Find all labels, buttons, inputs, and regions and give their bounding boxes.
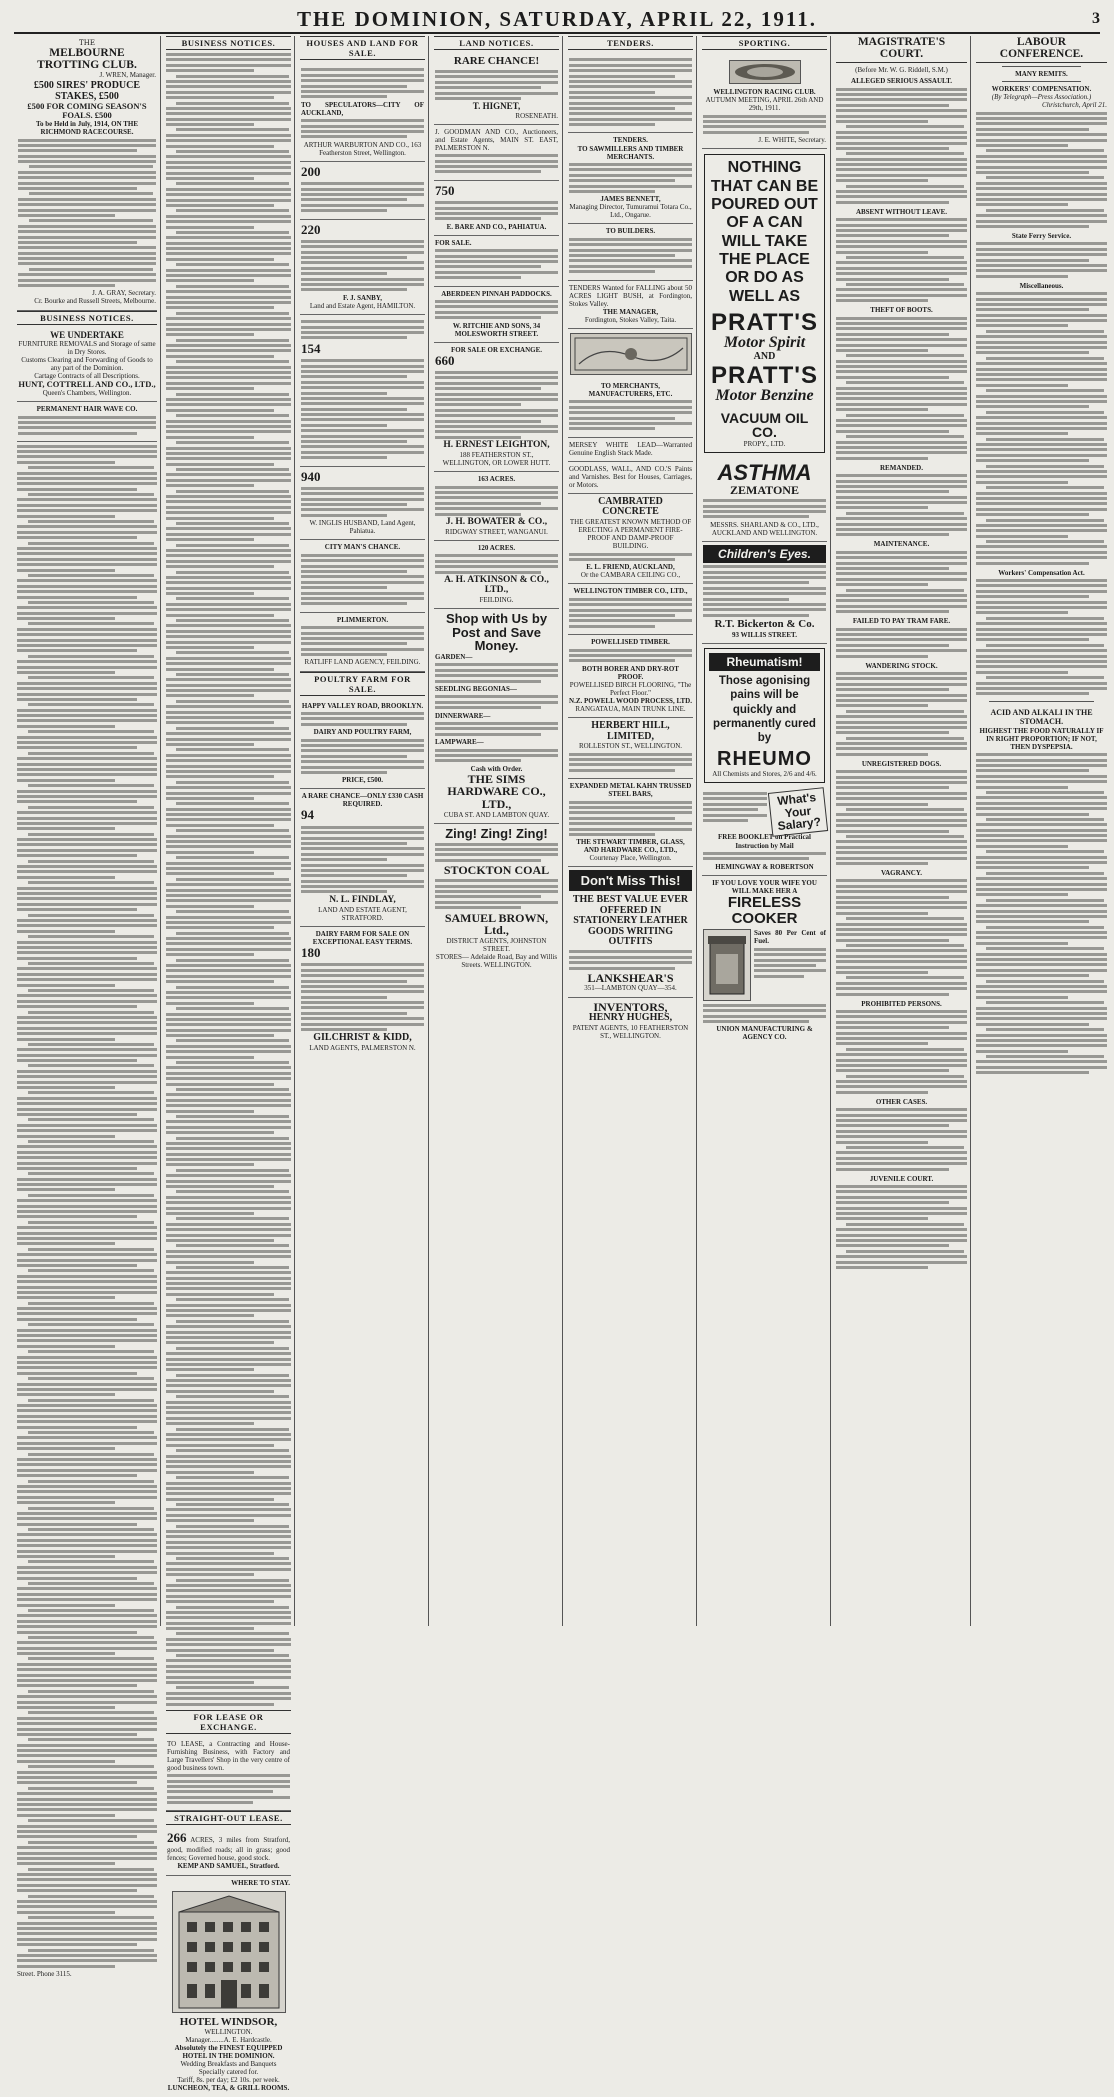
land-notices-heading: LAND NOTICES. xyxy=(434,36,559,50)
hotel-building-image xyxy=(172,1891,286,2013)
powellised-title: POWELLISED TIMBER. xyxy=(591,638,670,647)
racing-crest-image xyxy=(729,60,801,84)
sims-name: THE SIMS HARDWARE CO., LTD., xyxy=(447,771,546,811)
happy-valley: HAPPY VALLEY ROAD, BROOKLYN. xyxy=(301,701,424,710)
paddocks-ad xyxy=(434,287,559,343)
inglis-husband: W. INGLIS HUSBAND, Land Agent, Pahiatua. xyxy=(309,519,416,536)
ratliff-agency: RATLIFF LAND AGENCY, FEILDING. xyxy=(304,658,421,667)
childrens-eyes-ad xyxy=(702,542,827,644)
lease-text: TO LEASE, a Contracting and House-Furnishing Business, with Factory and Large Travellers' Shop in the very centre of good business town. xyxy=(167,1739,290,1772)
vagrancy-heading: VAGRANCY. xyxy=(880,868,923,877)
undertake-title: WE UNDERTAKE xyxy=(50,329,124,340)
sporting-heading: SPORTING. xyxy=(702,36,827,50)
hignett-name: T. HIGNET, xyxy=(472,101,521,112)
unregistered-dogs-heading: UNREGISTERED DOGS. xyxy=(861,759,942,768)
acres-220: 220 xyxy=(301,221,321,237)
col1-bottom-note: Street. Phone 3115. xyxy=(17,1970,72,1979)
bickerton-name: R.T. Bickerton & Co. xyxy=(714,618,815,631)
acid-alkali-heading: ACID AND ALKALI IN THE STOMACH. xyxy=(990,708,1093,727)
bare-name: E. BARE AND CO., PAHIATUA. xyxy=(446,222,547,231)
bush-manager-sub: Fordington, Stokes Valley, Taita. xyxy=(584,315,677,324)
juvenile-court-body xyxy=(836,1185,967,1269)
sims-hardware-ad xyxy=(434,609,559,824)
lease-ad xyxy=(166,1737,291,1812)
and-text: AND xyxy=(753,351,776,363)
powellised-flooring: POWELLISED BIRCH FLOORING, "The Perfect Floor." xyxy=(569,680,692,697)
ernest-address: 188 FEATHERSTON ST., WELLINGTON, OR LOWER HUTT. xyxy=(442,451,551,468)
stewart-name: THE STEWART TIMBER, GLASS, AND HARDWARE CO., LTD., xyxy=(576,838,685,855)
findlay-sub: LAND AND ESTATE AGENT, STRATFORD. xyxy=(318,905,407,922)
autumn-meeting: AUTUMN MEETING, APRIL 26th AND 29th, 1911. xyxy=(705,96,824,113)
ernest-leighton: H. ERNEST LEIGHTON, xyxy=(443,440,550,451)
saves-fuel: Saves 80 Per Cent of Fuel. xyxy=(754,929,826,946)
vacuum-oil: VACUUM OIL CO. xyxy=(720,409,809,441)
other-cases-heading: OTHER CASES. xyxy=(875,1097,928,1106)
cambrated-title: CAMBRATED CONCRETE xyxy=(598,495,663,518)
acres-266: 266 xyxy=(167,1830,187,1846)
state-ferry-heading: State Ferry Service. xyxy=(1011,231,1072,240)
wellington-timber-ad xyxy=(568,584,693,635)
inventors-title: INVENTORS, xyxy=(593,999,668,1014)
hemingway: HEMINGWAY & ROBERTSON xyxy=(715,862,814,871)
acres-266-text: ACRES, 3 miles from Stratford, good, modified roads; all in grass; good fences; Governed house, good stock. xyxy=(167,1836,290,1863)
state-ferry-body xyxy=(976,242,1107,277)
sanby-sub: Land and Estate Agent, HAMILTON. xyxy=(309,301,416,310)
propy-ltd: PROPY., LTD. xyxy=(743,440,786,449)
customs-text: Customs Clearing and Forwarding of Goods to any part of the Dominion. xyxy=(21,356,153,373)
auckland-title: TO SPECULATORS—CITY OF AUCKLAND, xyxy=(301,100,424,117)
james-bennett-sub: Managing Director, Tumuramui Totara Co., Ltd., Ongarue. xyxy=(569,203,692,220)
pratts-ad xyxy=(704,154,825,453)
columns xyxy=(14,36,1107,2093)
poultry-heading: POULTRY FARM FOR SALE. xyxy=(300,672,425,696)
ritchie-name: W. RITCHIE AND SONS, 34 MOLESWORTH STREET. xyxy=(452,321,541,338)
wandering-stock-body xyxy=(836,672,967,756)
hotel-wedding: Wedding Breakfasts and Banquets Specially catered for. xyxy=(180,2060,277,2077)
garden-label: GARDEN— xyxy=(435,652,473,661)
acid-alkali-sub: HIGHEST THE FOOD NATURALLY IF IN RIGHT PROPORTION; IF NOT, THEN DYSPEPSIA. xyxy=(979,726,1104,751)
column-6 xyxy=(699,36,831,1626)
acres-163-title: 163 ACRES. xyxy=(477,475,516,484)
builders-title: TO BUILDERS. xyxy=(605,227,656,236)
sharland-text: MESSRS. SHARLAND & CO., LTD., AUCKLAND AND WELLINGTON. xyxy=(710,520,819,537)
for-sale-title: FOR SALE. xyxy=(435,238,472,247)
rangataua: RANGATAUA, MAIN TRUNK LINE. xyxy=(575,705,686,714)
tenders-heading: TENDERS. xyxy=(568,36,693,50)
rare-chance-ad xyxy=(434,53,559,125)
exchange-title: FOR SALE OR EXCHANGE. xyxy=(450,345,542,354)
borer-proof: BOTH BORER AND DRY-ROT PROOF. xyxy=(582,664,679,681)
exchange-ad xyxy=(434,343,559,473)
bargain-ad xyxy=(300,789,425,927)
christchurch-dateline: Christchurch, April 21. xyxy=(1042,101,1107,110)
sims-address: CUBA ST. AND LAMBTON QUAY. xyxy=(443,810,550,819)
club-address: Cr. Bourke and Russell Streets, Melbourne. xyxy=(34,297,156,306)
melbourne-trotting-ad xyxy=(17,36,157,311)
by-telegraph: (By Telegraph—Press Association.) xyxy=(991,93,1092,102)
cambrated-text: THE GREATEST KNOWN METHOD OF ERECTING A PERMANENT FIRE-PROOF AND DAMP-PROOF BUILDING. xyxy=(569,517,692,551)
herbert-hill: HERBERT HILL, LIMITED, xyxy=(591,720,670,742)
union-manufacturing: UNION MANUFACTURING & AGENCY CO. xyxy=(716,1025,813,1042)
cooker-image xyxy=(703,929,751,1001)
acid-alkali-body xyxy=(976,753,1107,1074)
dairy-ex-title: DAIRY FARM FOR SALE ON EXCEPTIONAL EASY TERMS. xyxy=(312,929,413,946)
acres-940-ad xyxy=(300,467,425,541)
remanded-body xyxy=(836,474,967,536)
hair-wave-ad xyxy=(17,402,157,442)
dairy-farm-ad xyxy=(300,927,425,1056)
rheumo-text: Those agonising pains will be quickly and permanently cured by xyxy=(713,674,816,745)
theft-boots-body xyxy=(836,317,967,460)
merchants-title: TO MERCHANTS, MANUFACTURERS, ETC. xyxy=(588,381,673,398)
pratts-brand-1: PRATT'S xyxy=(711,309,818,337)
divider xyxy=(989,701,1094,702)
miscellaneous-body xyxy=(976,292,1107,565)
lampware-label: LAMPWARE— xyxy=(435,738,484,747)
henry-sub: PATENT AGENTS, 10 FEATHERSTON ST., WELLINGTON. xyxy=(572,1023,689,1040)
samuel-brown-stores: STORES— Adelaide Road, Bay and Willis Streets. WELLINGTON. xyxy=(435,952,558,969)
wanted-ads-block xyxy=(166,53,291,1706)
acres-750-ad xyxy=(434,181,559,236)
lankshear-name: LANKSHEAR'S xyxy=(587,970,674,985)
poultry-ad xyxy=(300,699,425,790)
rheumatism-banner: Rheumatism! xyxy=(709,653,820,671)
acres-750: 750 xyxy=(435,182,455,198)
juvenile-court-heading: JUVENILE COURT. xyxy=(869,1174,934,1183)
nothing-poured-text: NOTHING THAT CAN BE POURED OUT OF A CAN WILL TAKE THE PLACE OR DO AS WELL AS xyxy=(710,159,819,305)
tram-fare-body xyxy=(836,628,967,658)
divider xyxy=(1002,66,1081,67)
workers-comp-act-body xyxy=(976,579,1107,695)
henry-hughes: HENRY HUGHES, xyxy=(588,1012,673,1024)
hotel-tariff: Tariff, 8s. per day; £2 10s. per week. xyxy=(177,2076,280,2085)
divider xyxy=(1002,81,1081,82)
theft-boots-heading: THEFT OF BOOTS. xyxy=(870,306,933,315)
firm-address: Queen's Chambers, Wellington. xyxy=(42,389,132,398)
hotel-desc: Absolutely the FINEST EQUIPPED HOTEL IN THE DOMINION. xyxy=(174,2044,283,2061)
goodlass-text: GOODLASS, WALL, AND CO.'S Paints and Varnishes. Best for Houses, Carriages, or Motors. xyxy=(569,464,692,489)
motor-spirit: Motor Spirit xyxy=(723,334,806,352)
cambrated-ad xyxy=(568,494,693,584)
childrens-eyes-banner: Children's Eyes. xyxy=(703,545,826,563)
column-1 xyxy=(14,36,161,1979)
classified-block-1 xyxy=(17,445,157,1968)
samuel-brown-name: SAMUEL BROWN, Ltd., xyxy=(444,910,549,938)
inventors-ad xyxy=(568,998,693,1044)
zematone-brand: ZEMATONE xyxy=(730,483,799,498)
salary-text-block xyxy=(703,790,767,825)
racing-secretary: J. E. WHITE, Secretary. xyxy=(758,136,826,145)
rheumo-ad xyxy=(704,648,825,783)
vagrancy-body xyxy=(836,879,967,995)
where-to-stay: WHERE TO STAY. xyxy=(231,1878,290,1887)
acres-120-ad xyxy=(434,541,559,609)
james-bennett: JAMES BENNETT, xyxy=(600,195,661,204)
before-magistrate: (Before Mr. W. G. Riddell, S.M.) xyxy=(855,66,948,75)
herbert-address: ROLLESTON ST., WELLINGTON. xyxy=(578,742,683,751)
cook-if-text: IF YOU LOVE YOUR WIFE YOU WILL MAKE HER A xyxy=(712,878,817,895)
trotting-body xyxy=(18,139,156,288)
bowater-address: RIDGWAY STREET, WANGANUI. xyxy=(445,527,548,536)
free-booklet: FREE BOOKLET on Practical Instruction by Mail xyxy=(717,833,811,850)
column-8 xyxy=(973,36,1110,1626)
powellised-ad xyxy=(568,635,693,718)
nz-powell: N.Z. POWELL WOOD PROCESS, LTD. xyxy=(569,696,692,705)
gilchrist-name: GILCHRIST & KIDD, xyxy=(313,1032,412,1044)
plimmerton-title: PLIMMERTON. xyxy=(336,615,389,624)
column-4 xyxy=(431,36,563,1626)
undertake-text: FURNITURE REMOVALS and Storage of same in Dry Stores. xyxy=(18,339,156,357)
stockton-coal: STOCKTON COAL xyxy=(443,863,550,878)
goodman-text: J. GOODMAN AND CO., Auctioneers, and Estate Agents, MAIN ST. EAST, PALMERSTON N. xyxy=(435,127,558,152)
stationery-text: THE BEST VALUE EVER OFFERED IN STATIONERY LEATHER GOODS WRITING OUTFITS xyxy=(572,894,689,948)
workers-comp-heading: WORKERS' COMPENSATION. xyxy=(991,85,1092,94)
miscellaneous-heading: Miscellaneous. xyxy=(1019,281,1064,290)
friend-name: E. L. FRIEND, AUCKLAND, xyxy=(586,563,675,572)
hotel-luncheon: LUNCHEON, TEA, & GRILL ROOMS. xyxy=(167,2084,290,2093)
acres-660: 660 xyxy=(435,352,455,368)
gilchrist-sub: LAND AGENTS, PALMERSTON N. xyxy=(309,1043,416,1052)
tram-fare-heading: FAILED TO PAY TRAM FARE. xyxy=(852,617,951,626)
other-cases-body xyxy=(836,1108,967,1170)
alleged-assault-body xyxy=(836,88,967,204)
straight-lease-heading: STRAIGHT-OUT LEASE. xyxy=(166,1811,291,1825)
arthur-warburton: ARTHUR WARBURTON AND CO., 163 Featherston Street, Wellington. xyxy=(303,140,422,157)
foals-line: £500 FOR COMING SEASON'S FOALS. £500 xyxy=(27,101,147,121)
goodman-ad xyxy=(434,125,559,181)
atkinson-name: A. H. ATKINSON & CO., LTD., xyxy=(444,574,549,595)
fireless-cooker-title: FIRELESS COOKER xyxy=(727,893,802,927)
salary-ad xyxy=(702,787,827,876)
bickerton-address: 93 WILLIS STREET. xyxy=(732,630,797,639)
rare-chance-title: RARE CHANCE! xyxy=(453,55,540,67)
remanded-heading: REMANDED. xyxy=(880,463,923,472)
wellington-timber: WELLINGTON TIMBER CO., LTD., xyxy=(573,587,688,596)
builders-tender-ad xyxy=(568,224,693,280)
fireless-text xyxy=(754,929,826,1001)
acres-163-ad xyxy=(434,472,559,541)
bush-manager: THE MANAGER, xyxy=(602,307,659,316)
many-remits: MANY REMITS. xyxy=(1015,70,1068,79)
city-man-title: CITY MAN'S CHANCE. xyxy=(324,543,401,552)
mersey-text: MERSEY WHITE LEAD—Warranted Genuine English Stack Made. xyxy=(569,440,692,457)
absent-leave-body xyxy=(836,218,967,302)
tramway-tender-ad xyxy=(568,53,693,133)
merchants-ad xyxy=(568,379,693,438)
labour-conference-heading: LABOUR CONFERENCE. xyxy=(976,36,1107,63)
stewart-address: Courtenay Place, Wellington. xyxy=(589,854,672,863)
masthead-title: THE DOMINION, SATURDAY, APRIL 22, 1911. xyxy=(296,6,818,31)
fireless-cooker-ad xyxy=(702,876,827,1046)
bargain-title: A RARE CHANCE—ONLY £330 CASH REQUIRED. xyxy=(301,792,424,809)
prohibited-body xyxy=(836,1010,967,1094)
cash-with-order: Cash with Order. xyxy=(470,764,523,773)
city-man-ad xyxy=(300,540,425,612)
workers-comp-act-heading: Workers' Compensation Act. xyxy=(998,568,1085,577)
acres-200: 200 xyxy=(301,163,321,179)
sawmillers-tender-ad xyxy=(568,133,693,224)
tenders-subheading: TENDERS. xyxy=(613,136,648,145)
acres-154-ad xyxy=(300,315,425,467)
column-5 xyxy=(565,36,697,1626)
salary-headline: What's Your Salary? xyxy=(768,787,828,836)
mersey-ad xyxy=(568,438,693,462)
hotel-manager: Manager........A. E. Hardcastle. xyxy=(185,2036,272,2045)
kemp-samuel: KEMP AND SAMUEL, Stratford. xyxy=(177,1862,280,1871)
straight-lease-ad xyxy=(166,1828,291,1875)
salary-row xyxy=(703,790,826,834)
stockton-coal-ad xyxy=(434,824,559,973)
hair-wave-title: PERMANENT HAIR WAVE CO. xyxy=(36,405,138,414)
club-secretary: J. A. GRAY, Secretary. xyxy=(92,289,156,298)
business-notices-heading-2: BUSINESS NOTICES. xyxy=(166,36,291,50)
held-line: To be Held in July, 1914, ON THE RICHMOND RACECOURSE. xyxy=(35,120,139,137)
acres-200-ad xyxy=(300,162,425,220)
furniture-removals-ad xyxy=(17,328,157,403)
rheumo-brand: RHEUMO xyxy=(717,747,812,770)
racing-club-ad xyxy=(702,53,827,149)
shop-by-post-headline: Shop with Us by Post and Save Money. xyxy=(445,610,548,654)
column-2 xyxy=(163,36,295,2093)
sanby-name: F. J. SANBY, xyxy=(343,293,382,302)
acres-94: 94 xyxy=(301,807,314,823)
firm-name: HUNT, COTTRELL AND CO., LTD., xyxy=(18,379,156,390)
hignett-sub: ROSENEATH. xyxy=(515,111,558,120)
motor-benzine: Motor Benzine xyxy=(715,386,814,404)
acres-940: 940 xyxy=(301,468,321,484)
pratts-brand-2: PRATT'S xyxy=(711,361,818,389)
for-sale-ad xyxy=(434,236,559,287)
dinnerware-label: DINNERWARE— xyxy=(435,711,491,720)
maintenance-heading: MAINTENANCE. xyxy=(873,540,930,549)
zematone-ad xyxy=(702,458,827,542)
club-name: MELBOURNE TROTTING CLUB. xyxy=(37,47,137,72)
unregistered-dogs-body xyxy=(836,770,967,865)
cartage-text: Cartage Contracts of all Descriptions. xyxy=(34,372,140,381)
workers-comp-body xyxy=(976,112,1107,228)
club-small: THE xyxy=(79,39,95,47)
sires-line: £500 SIRES' PRODUCE STAKES, £500 xyxy=(33,80,141,102)
friend-sub: Or the CAMBARA CEILING CO., xyxy=(580,571,681,580)
goodlass-ad xyxy=(568,462,693,494)
auckland-ad xyxy=(300,63,425,162)
column-3 xyxy=(297,36,429,1626)
acres-220-ad xyxy=(300,220,425,315)
atkinson-sub: FEILDING. xyxy=(479,595,514,604)
absent-leave-heading: ABSENT WITHOUT LEAVE. xyxy=(855,207,948,216)
zing-headline: Zing! Zing! Zing! xyxy=(445,825,548,841)
poultry-price: PRICE, £500. xyxy=(341,776,384,785)
fall-bush-text: TENDERS Wanted for FALLING about 50 ACRES LIGHT BUSH, at Fordington, Stokes Valley. xyxy=(569,283,692,308)
hotel-name: HOTEL WINDSOR, xyxy=(179,2015,278,2028)
houses-land-heading: HOUSES AND LAND FOR SALE. xyxy=(300,36,425,60)
bowater-name: J. H. BOWATER & CO., xyxy=(445,516,548,527)
samuel-brown-sub: DISTRICT AGENTS, JOHNSTON STREET. xyxy=(446,936,547,953)
seedling-label: SEEDLING BEGONIAS— xyxy=(435,684,517,693)
club-manager: J. WREN, Manager. xyxy=(99,71,156,80)
page-number: 3 xyxy=(1092,10,1100,27)
acres-120-title: 120 ACRES. xyxy=(477,543,516,552)
hotel-windsor-ad xyxy=(166,1876,291,2097)
acres-154: 154 xyxy=(301,340,321,356)
magistrates-court-heading: MAGISTRATE'S COURT. xyxy=(836,36,967,63)
plimmerton-ad xyxy=(300,613,425,672)
engraving-banner-image xyxy=(570,333,692,375)
lankshear-address: 351—LAMBTON QUAY—354. xyxy=(584,984,677,993)
bush-tender-ad xyxy=(568,281,693,329)
rheumo-price: All Chemists and Stores, 2/6 and 4/6. xyxy=(712,769,817,778)
dont-miss-banner: Don't Miss This! xyxy=(569,870,692,891)
business-notices-heading: BUSINESS NOTICES. xyxy=(17,311,157,325)
racing-club-name: WELLINGTON RACING CLUB. xyxy=(713,88,816,96)
dairy-poultry-title: DAIRY AND POULTRY FARM, xyxy=(313,728,412,737)
fireless-row xyxy=(703,929,826,1001)
hotel-city: WELLINGTON. xyxy=(204,2028,253,2037)
asthma-headline: ASTHMA xyxy=(717,460,812,486)
paddocks-title: ABERDEEN PINNAH PADDOCKS. xyxy=(441,289,552,298)
sawmillers-title: TO SAWMILLERS AND TIMBER MERCHANTS. xyxy=(577,144,684,161)
expanded-metal-ad xyxy=(568,779,693,867)
findlay-name: N. L. FINDLAY, xyxy=(329,894,396,905)
column-7 xyxy=(833,36,971,1626)
masthead xyxy=(14,6,1100,34)
herbert-hill-ad xyxy=(568,718,693,779)
alleged-assault-heading: ALLEGED SERIOUS ASSAULT. xyxy=(851,77,952,86)
lease-heading: FOR LEASE OR EXCHANGE. xyxy=(166,1710,291,1734)
lankshear-ad xyxy=(568,867,693,997)
expanded-title: EXPANDED METAL KAHN TRUSSED STEEL BARS, xyxy=(569,782,692,799)
maintenance-body xyxy=(836,551,967,613)
prohibited-heading: PROHIBITED PERSONS. xyxy=(861,999,942,1008)
acres-180: 180 xyxy=(301,945,321,960)
wandering-stock-heading: WANDERING STOCK. xyxy=(865,661,938,670)
